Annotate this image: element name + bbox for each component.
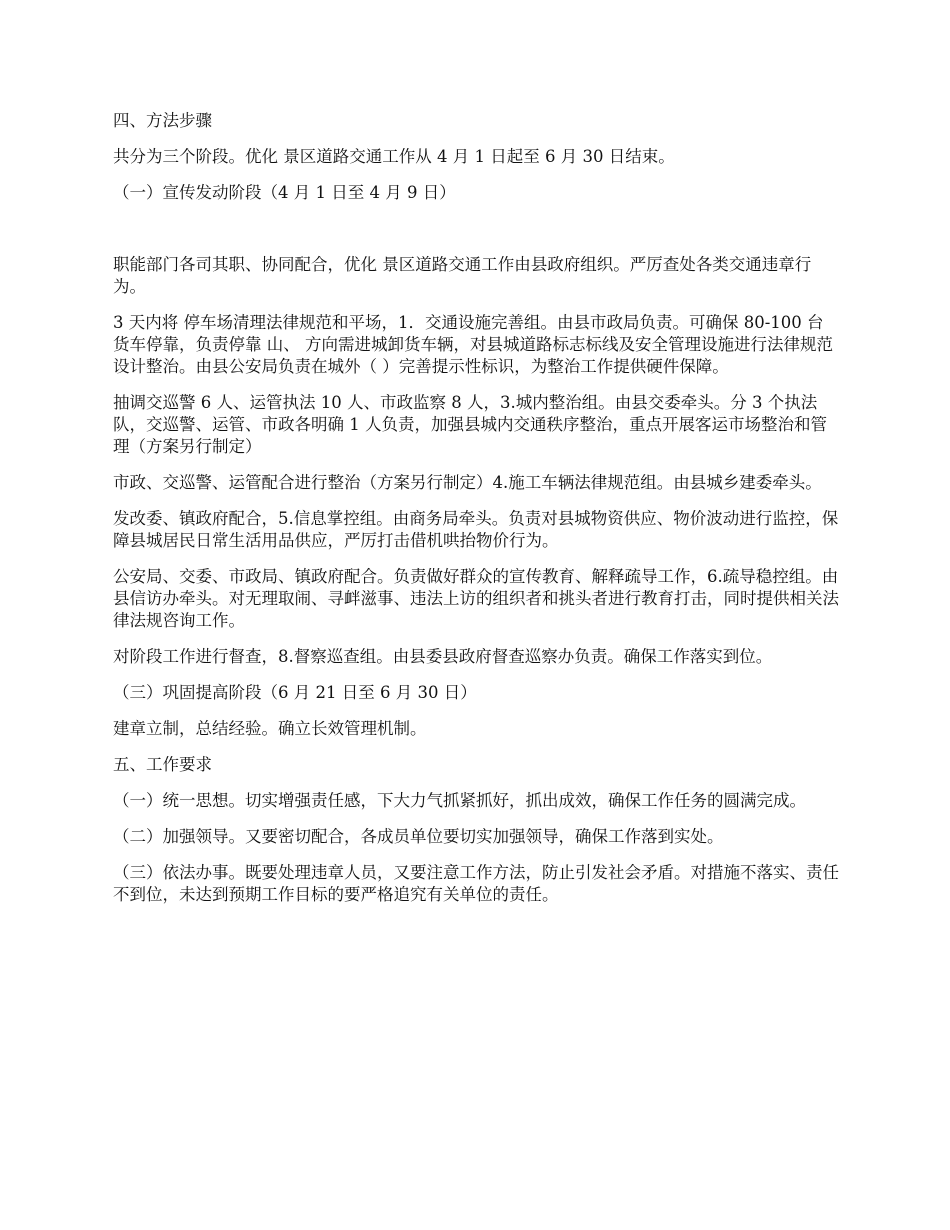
- subheading-stage-three: （三）巩固提高阶段（6 月 21 日至 6 月 30 日）: [113, 683, 477, 702]
- paragraph-city-rectification: 抽调交巡警 6 人、运管执法 10 人、市政监察 8 人，3.城内整治组。由县交委牵头。分 3 个执法队，交巡警、运管、市政各明确 1 人负责，加强县城内交通秩序整治，重点开展客运市场整治和管理（方案另行制定）: [113, 393, 827, 456]
- section-heading-methods: 四、方法步骤: [113, 111, 212, 130]
- paragraph-requirement-law: （三）依法办事。既要处理违章人员，又要注意工作方法，防止引发社会矛盾。对措施不落实、责任不到位，未达到预期工作目标的要严格追究有关单位的责任。: [113, 863, 839, 904]
- subheading-stage-one: （一）宣传发动阶段（4 月 1 日至 4 月 9 日）: [113, 183, 456, 202]
- blank-spacer: [113, 218, 840, 254]
- paragraph-requirement-leadership: （二）加强领导。又要密切配合，各成员单位要切实加强领导，确保工作落到实处。: [113, 827, 724, 846]
- paragraph-traffic-facilities: 3 天内将 停车场清理法律规范和平场，1．交通设施完善组。由县市政局负责。可确保 80-100 台货车停靠，负责停靠 山、 方向需进城卸货车辆，对县城道路标志标线及安全管理设施进行法律规范设计整治。由县公安局负责在城外（ ）完善提示性标识，为整治工作提供硬件保障。: [113, 313, 833, 376]
- paragraph-departments: 职能部门各司其职、协同配合，优化 景区道路交通工作由县政府组织。严厉查处各类交通违章行为。: [113, 255, 812, 296]
- paragraph-stability-control: 公安局、交委、市政局、镇政府配合。负责做好群众的宣传教育、解释疏导工作，6.疏导稳控组。由县信访办牵头。对无理取闹、寻衅滋事、违法上访的组织者和挑头者进行教育打击，同时提供相关法律法规咨询工作。: [113, 567, 839, 630]
- paragraph-requirement-unify: （一）统一思想。切实增强责任感，下大力气抓紧抓好，抓出成效，确保工作任务的圆满完成。: [113, 791, 806, 810]
- section-heading-requirements: 五、工作要求: [113, 755, 212, 774]
- paragraph-stages-overview: 共分为三个阶段。优化 景区道路交通工作从 4 月 1 日起至 6 月 30 日结束。: [113, 147, 675, 166]
- paragraph-inspection: 对阶段工作进行督查，8.督察巡查组。由县委县政府督查巡察办负责。确保工作落实到位。: [113, 647, 773, 666]
- paragraph-information-control: 发改委、镇政府配合，5.信息掌控组。由商务局牵头。负责对县城物资供应、物价波动进行监控，保障县城居民日常生活用品供应，严厉打击借机哄抬物价行为。: [113, 509, 839, 550]
- document-body: [113, 110, 840, 920]
- paragraph-long-term-mechanism: 建章立制，总结经验。确立长效管理机制。: [113, 719, 427, 738]
- paragraph-construction-vehicles: 市政、交巡警、运管配合进行整治（方案另行制定）4.施工车辆法律规范组。由县城乡建委牵头。: [113, 473, 822, 492]
